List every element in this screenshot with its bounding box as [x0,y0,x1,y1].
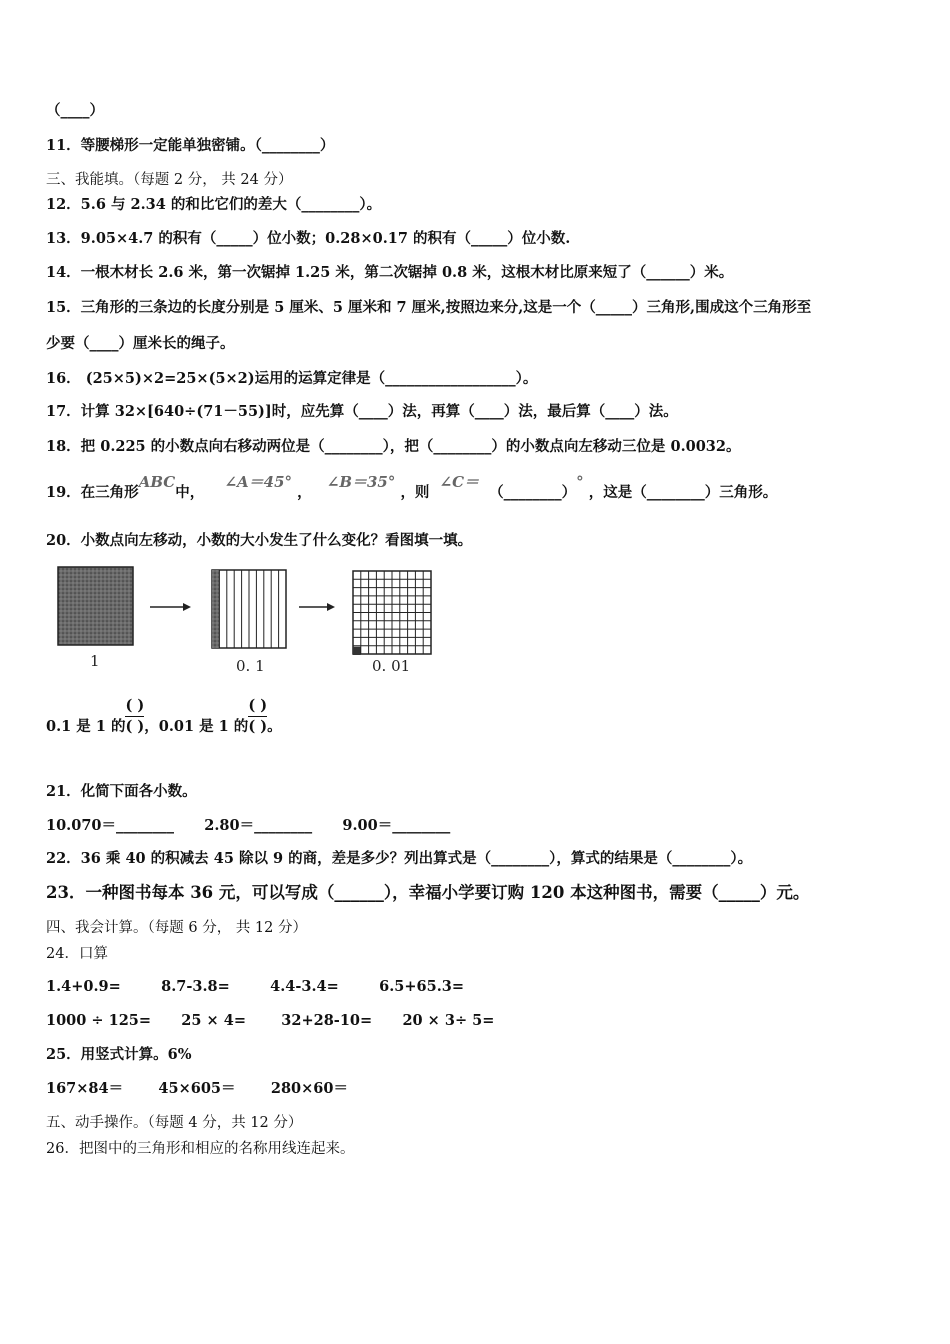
fraction-part1: 0.1 是 1 的 [46,717,126,735]
question-20: 20．小数点向左移动，小数的大小发生了什么变化？看图填一填。 [46,532,473,549]
fraction-2-numerator: ( ) [248,697,268,714]
fraction-1-denominator: ( ) [125,718,145,735]
question-12: 12．5.6 与 2.34 的和比它们的差大（________）。 [46,196,382,213]
q19-angle-b: ∠B＝35° [326,473,396,491]
fraction-part3: 。 [267,717,282,735]
question-16: 16． (25×5)×2=25×(5×2)运用的运算定律是（__________________）。 [46,370,538,387]
square-whole [58,567,133,645]
square-hundredths [353,571,431,655]
q19-angle-c: ∠C＝ [439,473,480,491]
question-25: 25．用竖式计算。6% [46,1046,192,1063]
question-21: 21．化简下面各小数。 [46,783,197,800]
q10-tail: （____） [46,102,104,119]
question-13: 13．9.05×4.7 的积有（_____）位小数；0.28×0.17 的积有（_____）位小数. [46,230,571,247]
q19-comma1: ， [297,484,312,501]
question-24: 24．口算 [46,946,108,962]
question-24-row1: 1.4+0.9= 8.7-3.8= 4.4-3.4= 6.5+65.3= [46,978,464,995]
question-25-row: 167×84＝ 45×605＝ 280×60＝ [46,1080,348,1097]
section-4-heading: 四、我会计算。（每题 6 分， 共 12 分） [46,920,307,936]
section-5-heading: 五、动手操作。（每题 4 分，共 12 分） [46,1115,303,1131]
square-tenths [212,570,286,648]
question-23: 23．一种图书每本 36 元，可以写成（______），幸福小学要订购 120 本这种图书，需要（_____）元。 [46,883,810,902]
figure-label-0-1: 0. 1 [236,657,265,675]
q19-degree: ° [576,473,584,491]
arrow-1-head [183,603,191,611]
q19-abc: ABC [138,473,176,491]
fraction-1-numerator: ( ) [125,697,145,714]
question-15-line2: 少要（____）厘米长的绳子。 [46,335,235,352]
fraction-2 [248,696,267,737]
decimal-figure [46,560,466,680]
figure-label-1: 1 [90,652,100,670]
fraction-question [46,696,282,737]
q19-prefix: 19．在三角形 [46,484,139,501]
figure-label-0-01: 0. 01 [372,657,411,675]
question-11: 11．等腰梯形一定能单独密铺。（________） [46,137,335,154]
question-17: 17．计算 32×[640÷(71－55)]时，应先算（____）法，再算（____）法，最后算（____）法。 [46,403,678,420]
fraction-2-denominator: ( ) [248,718,268,735]
question-14: 14．一根木材长 2.6 米，第一次锯掉 1.25 米，第二次锯掉 0.8 米，这根木材比原来短了（______）米。 [46,264,734,281]
question-19 [46,473,778,503]
section-3-heading: 三、我能填。（每题 2 分， 共 24 分） [46,172,293,188]
q19-comma2: ，则 [400,484,430,501]
q19-mid: 中， [175,484,205,501]
q19-blank: （________） [489,484,577,501]
question-21-items: 10.070＝________ 2.80＝________ 9.00＝________ [46,817,451,834]
q19-angle-a: ∠A＝45° [224,473,293,491]
question-18: 18．把 0.225 的小数点向右移动两位是（________），把（________）的小数点向左移动三位是 0.0032。 [46,438,741,455]
question-26: 26．把图中的三角形和相应的名称用线连起来。 [46,1141,355,1157]
arrow-2-head [327,603,335,611]
q19-suffix: ，这是（________）三角形。 [588,484,778,501]
fraction-part2: ，0.01 是 1 的 [144,717,249,735]
question-24-row2: 1000 ÷ 125= 25 × 4= 32+28-10= 20 × 3÷ 5= [46,1012,495,1029]
question-15-line1: 15．三角形的三条边的长度分别是 5 厘米、5 厘米和 7 厘米,按照边来分,这是一个（_____）三角形,围成这个三角形至 [46,299,812,316]
fraction-1 [125,696,144,737]
question-22: 22．36 乘 40 的积减去 45 除以 9 的商，差是多少？列出算式是（________），算式的结果是（________）。 [46,850,753,867]
